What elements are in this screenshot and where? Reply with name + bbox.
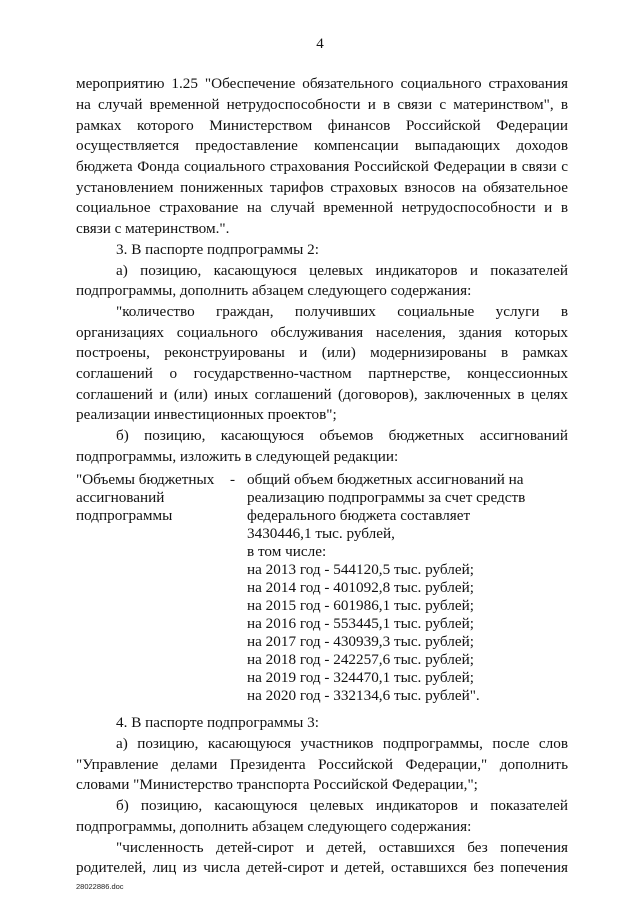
intro-line: на случай временной нетрудоспособности и в связи с материнством", в	[76, 96, 568, 113]
table-value-line: реализацию подпрограммы за счет средств	[247, 489, 526, 506]
table-value-line: на 2014 год - 401092,8 тыс. рублей;	[247, 579, 474, 596]
section3-quote-line: реализации инвестиционных проектов";	[76, 406, 337, 423]
intro-line: социальное страхование на случай временной нетрудоспособности и в	[76, 199, 568, 216]
intro-line: установлением пониженных тарифов страховых взносов на обязательное	[76, 179, 568, 196]
table-value-line: 3430446,1 тыс. рублей,	[247, 525, 395, 542]
section3-quote-line: организациях социального обслуживания населения, здания которых	[76, 324, 568, 341]
table-value-line: на 2015 год - 601986,1 тыс. рублей;	[247, 597, 474, 614]
table-label-line: ассигнований	[76, 489, 165, 506]
table-dash: -	[230, 471, 236, 488]
intro-line: осуществляется предоставление компенсации выпадающих доходов	[76, 137, 568, 154]
table-value-line: на 2020 год - 332134,6 тыс. рублей".	[247, 687, 480, 704]
table-value-line: на 2018 год - 242257,6 тыс. рублей;	[247, 651, 474, 668]
section3-quote-line: соглашений и (или) иных соглашений (договоров), заключенных в целях	[76, 386, 568, 403]
section4-heading: 4. В паспорте подпрограммы 3:	[116, 714, 319, 731]
section4-item-b-line: б) позицию, касающуюся целевых индикаторов и показателей	[116, 797, 568, 814]
section3-heading: 3. В паспорте подпрограммы 2:	[116, 241, 319, 258]
intro-line: бюджета Фонда социального страхования Российской Федерации в связи с	[76, 158, 568, 175]
table-value-line: на 2019 год - 324470,1 тыс. рублей;	[247, 669, 474, 686]
table-value-line: общий объем бюджетных ассигнований на	[247, 471, 524, 488]
table-value-line: на 2013 год - 544120,5 тыс. рублей;	[247, 561, 474, 578]
table-label-line: подпрограммы	[76, 507, 173, 524]
section4-item-a-line: словами "Министерство транспорта Российской Федерации,";	[76, 776, 478, 793]
section4-item-a-line: "Управление делами Президента Российской Федерации," дополнить	[76, 756, 568, 773]
section3-item-a-line: подпрограммы, дополнить абзацем следующего содержания:	[76, 282, 472, 299]
section3-item-b-line: б) позицию, касающуюся объемов бюджетных ассигнований	[116, 427, 568, 444]
intro-line: мероприятию 1.25 "Обеспечение обязательного социального страхования	[76, 75, 568, 92]
section3-item-a-line: а) позицию, касающуюся целевых индикаторов и показателей	[116, 262, 568, 279]
table-value-line: на 2016 год - 553445,1 тыс. рублей;	[247, 615, 474, 632]
section4-quote-line: "численность детей-сирот и детей, оставшихся без попечения	[116, 839, 568, 856]
section3-item-b-line: подпрограммы, изложить в следующей редакции:	[76, 448, 399, 465]
section4-item-a-line: а) позицию, касающуюся участников подпрограммы, после слов	[116, 735, 568, 752]
table-label-line: "Объемы бюджетных	[76, 471, 215, 488]
section3-quote-line: соглашений о государственно-частном партнерстве, концессионных	[76, 365, 568, 382]
table-value-line: на 2017 год - 430939,3 тыс. рублей;	[247, 633, 474, 650]
section4-quote-line: родителей, лиц из числа детей-сирот и детей, оставшихся без попечения	[76, 859, 568, 876]
table-value-line: в том числе:	[247, 543, 327, 560]
intro-line: рамках которого Министерством финансов Российской Федерации	[76, 117, 568, 134]
footer-filename: 28022886.doc	[76, 882, 124, 891]
section4-item-b-line: подпрограммы, дополнить абзацем следующего содержания:	[76, 818, 472, 835]
page-number: 4	[316, 36, 324, 52]
table-value-line: федерального бюджета составляет	[247, 507, 471, 524]
section3-quote-line: построены, реконструированы и (или) модернизированы в рамках	[76, 344, 568, 361]
section3-quote-line: "количество граждан, получивших социальные услуги в	[116, 303, 568, 320]
intro-line: связи с материнством.".	[76, 220, 230, 237]
